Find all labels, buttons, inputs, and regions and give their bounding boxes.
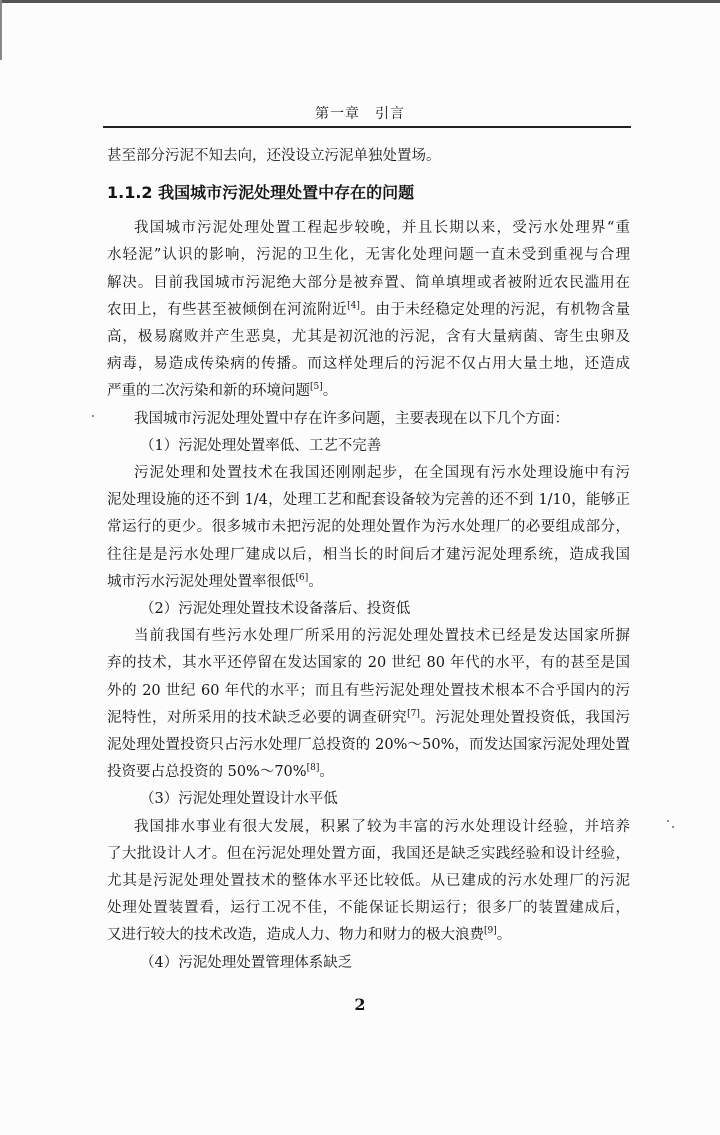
text-line <box>107 786 630 813</box>
text-line <box>107 841 630 868</box>
text-line <box>107 487 630 514</box>
page-body <box>107 143 630 977</box>
text-run: 污泥处理和处置技术在我国还刚刚起步，在全国现有污水处理设施中有污 <box>134 465 630 482</box>
paragraph <box>107 623 630 786</box>
text-line <box>107 406 630 433</box>
running-head: 第一章 引言 <box>315 106 405 122</box>
text-line <box>107 922 630 949</box>
paragraph <box>107 814 630 950</box>
text-line <box>107 242 630 269</box>
text-line <box>107 705 630 732</box>
citation-superscript: [5] <box>310 382 323 393</box>
text-line <box>107 678 630 705</box>
text-run: （3）污泥处理处置设计水平低 <box>140 791 338 808</box>
text-line <box>107 814 630 841</box>
header-rule <box>103 126 631 128</box>
list-item-heading <box>107 596 630 623</box>
continued-line: 甚至部分污泥不知去向，还没设立污泥单独处置场。 <box>107 148 441 164</box>
text-run: 处理处置装置看，运行工况不佳，不能保证长期运行；很多厂的装置建成后， <box>107 900 630 917</box>
citation-superscript: [9] <box>484 926 497 937</box>
scan-speck <box>672 826 674 828</box>
text-run: 泥处理设施的还不到 1/4，处理工艺和配套设备较为完善的还不到 1/10，能够正 <box>107 492 630 509</box>
text-run: 。 <box>319 764 334 781</box>
list-item-heading <box>107 786 630 813</box>
text-line <box>107 460 630 487</box>
text-line <box>107 759 630 786</box>
text-run: 城市污水污泥处理处置率很低 <box>107 573 296 590</box>
text-run: 弃的技术，其水平还停留在发达国家的 20 世纪 80 年代的水平，有的甚至是国 <box>107 655 630 672</box>
text-run: 。 <box>322 383 338 400</box>
text-run: 水轻泥”认识的影响，污泥的卫生化，无害化处理问题一直未受到重视与合理 <box>107 247 630 264</box>
text-line <box>107 542 630 569</box>
text-run: （1）污泥处理处置率低、工艺不完善 <box>140 437 382 454</box>
text-run: （4）污泥处理处置管理体系缺乏 <box>140 954 353 971</box>
citation-superscript: [7] <box>407 708 420 719</box>
text-run: 投资要占总投资的 50%～70% <box>107 764 307 781</box>
text-run: 我国城市污泥处理处置工程起步较晚，并且长期以来，受污水处理界“重 <box>134 220 630 237</box>
text-run: 。污泥处理处置投资低，我国污 <box>419 709 631 726</box>
text-run: （2）污泥处理处置技术设备落后、投资低 <box>140 601 411 618</box>
text-line <box>107 650 630 677</box>
text-line <box>107 324 630 351</box>
scan-speck <box>92 415 94 417</box>
text-run: 。由于未经稳定处理的污泥，有机物含量 <box>359 301 631 318</box>
scan-border-left <box>0 0 2 60</box>
text-line <box>107 297 630 324</box>
text-run: 。 <box>308 573 323 590</box>
text-run: 我国城市污泥处理处置中存在许多问题，主要表现在以下几个方面： <box>134 410 569 427</box>
body-blocks <box>107 215 630 977</box>
text-run: 尤其是污泥处理处置技术的整体水平还比较低。从已建成的污水处理厂的污泥 <box>107 873 630 890</box>
text-run: 外的 20 世纪 60 年代的水平；而且有些污泥处理处置技术根本不合乎国内的污 <box>107 682 630 699</box>
text-line <box>107 950 630 977</box>
text-run: 常运行的更少。很多城市未把污泥的处理处置作为污水处理厂的必要组成部分， <box>107 519 630 536</box>
text-line <box>107 868 630 895</box>
text-line <box>107 596 630 623</box>
text-run: 泥处理处置投资只占污水处理厂总投资的 20%～50%，而发达国家污泥处理处置 <box>107 737 630 754</box>
scan-speck <box>667 820 669 822</box>
text-line <box>107 623 630 650</box>
scan-border-top <box>0 0 720 3</box>
text-line <box>107 433 630 460</box>
text-line <box>107 351 630 378</box>
text-run: 往往是是污水处理厂建成以后，相当长的时间后才建污泥处理系统，造成我国 <box>107 546 630 563</box>
citation-superscript: [8] <box>306 763 320 774</box>
list-item-heading <box>107 433 630 460</box>
citation-superscript: [6] <box>295 572 309 583</box>
paragraph <box>107 215 630 405</box>
text-run: 高，极易腐败并产生恶臭，尤其是初沉池的污泥，含有大量病菌、寄生虫卵及 <box>107 329 630 346</box>
text-run: 严重的二次污染和新的环境问题 <box>107 383 310 400</box>
text-run: 解决。目前我国城市污泥绝大部分是被弃置、简单填埋或者被附近农民滥用在 <box>107 274 630 291</box>
text-run: 又进行较大的技术改造，造成人力、物力和财力的极大浪费 <box>107 927 484 944</box>
text-run: 当前我国有些污水处理厂所采用的污泥处理处置技术已经是发达国家所摒 <box>134 628 630 645</box>
page-number: 2 <box>354 995 366 1014</box>
text-run: 我国排水事业有很大发展，积累了较为丰富的污水处理设计经验，并培养 <box>134 818 630 835</box>
text-line <box>107 514 630 541</box>
text-run: 了大批设计人才。但在污泥处理处置方面，我国还是缺乏实践经验和设计经验， <box>107 845 630 862</box>
text-run: 。 <box>496 927 512 944</box>
paragraph <box>107 460 630 596</box>
list-item-heading <box>107 950 630 977</box>
text-line <box>107 732 630 759</box>
text-line <box>107 378 630 405</box>
text-line <box>107 215 630 242</box>
text-line <box>107 895 630 922</box>
paragraph <box>107 406 630 433</box>
section-heading: 1.1.2 我国城市污泥处理处置中存在的问题 <box>107 183 415 203</box>
citation-superscript: [4] <box>347 300 360 311</box>
text-run: 泥特性，对所采用的技术缺乏必要的调查研究 <box>107 709 408 726</box>
text-line <box>107 270 630 297</box>
text-run: 病毒，易造成传染病的传播。而这样处理后的污泥不仅占用大量土地，还造成 <box>107 356 630 373</box>
text-run: 农田上，有些甚至被倾倒在河流附近 <box>107 301 348 318</box>
text-line <box>107 569 630 596</box>
